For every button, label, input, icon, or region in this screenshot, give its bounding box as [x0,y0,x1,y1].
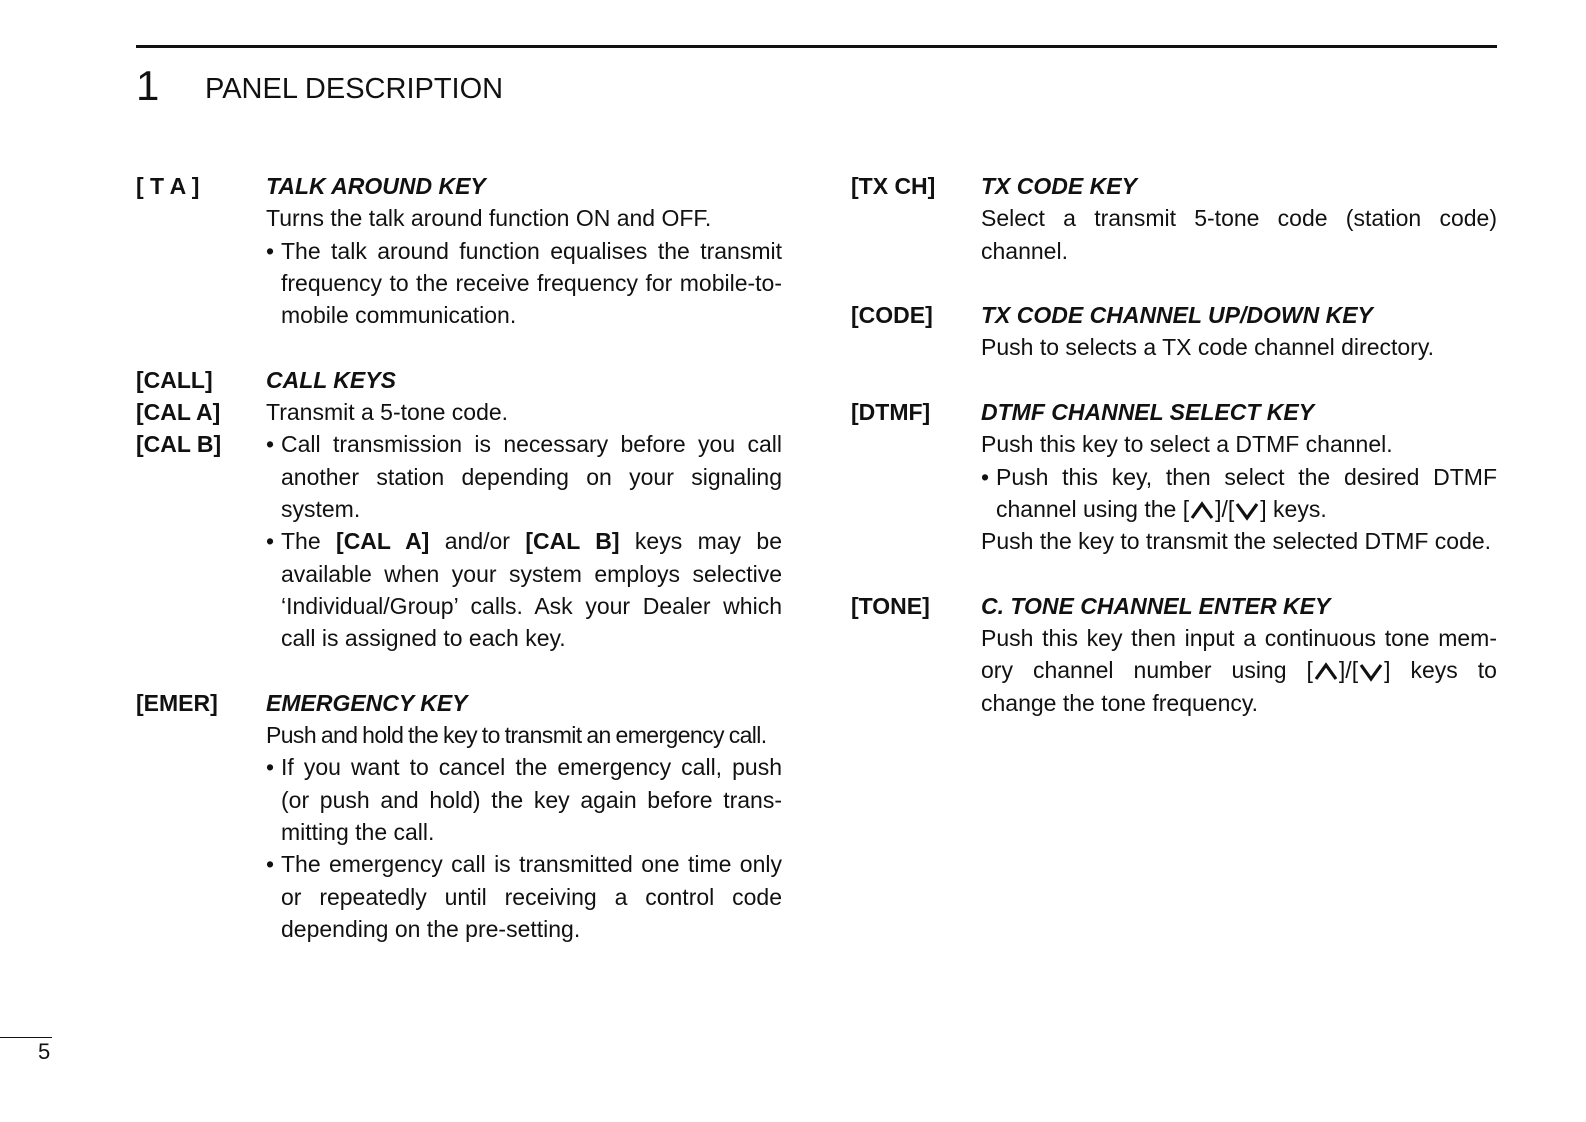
key-label-dtmf: [DTMF] [851,399,931,426]
bracket-separator: ]/[ [1338,657,1359,684]
chapter-number: 1 [136,62,160,109]
key-label-tone: [TONE] [851,592,930,619]
entry-tx-code-channel [851,299,1497,364]
entry-title: EMERGENCY KEY [266,689,468,716]
down-arrow-icon [1234,499,1260,521]
key-label-ta: [ T A ] [136,173,200,199]
bullet-mark: • [266,237,275,264]
bullet-text [996,461,1497,526]
up-arrow-icon [1189,499,1215,521]
key-labels [136,364,266,655]
bracket: ] [1384,657,1391,684]
left-column [136,170,782,977]
text-run: Push this key then input a continuous tone mem-ory channel number using [981,625,1497,684]
key-label-code: [CODE] [851,302,933,329]
bracket: [ [1306,657,1313,684]
entry-description: Turns the talk around function ON and OFF. [266,205,712,232]
entry-talk-around [136,170,782,331]
key-label-emer: [EMER] [136,689,218,716]
entry-title: TX CODE CHANNEL UP/DOWN KEY [981,302,1373,329]
key-label-call: [CALL] [136,366,213,393]
bullet-item [266,428,782,525]
key-ref-cal-a: [CAL A] [336,528,430,555]
entry-emergency [136,687,782,945]
key-label-cal-a: [CAL A] [136,399,221,426]
key-labels [136,170,266,331]
right-column [851,170,1497,751]
bullet-item [266,235,782,332]
text-run: Push this key, then select the desired DTMF channel using the [996,463,1497,522]
text-run: and/or [429,528,526,555]
bullet-item [266,525,782,654]
bullet-mark: • [266,431,275,458]
entry-content [266,687,782,945]
key-label-tx-ch: [TX CH] [851,173,936,199]
text-run: keys may be available when your system employs selective ‘Individual/Group’ calls. Ask your Dealer which call is assigned to each key. [281,528,783,652]
bracket: ] [1260,495,1267,522]
header-rule [136,45,1497,48]
entry-content [981,299,1497,364]
entry-title: DTMF CHANNEL SELECT KEY [981,399,1315,426]
bullet-mark: • [266,528,275,555]
up-arrow-icon [1313,660,1339,682]
entry-content [266,170,782,331]
bullet-mark: • [981,463,990,490]
bracket: [ [1182,495,1190,522]
entry-title: CALL KEYS [266,366,396,393]
entry-description: Push to selects a TX code channel directory. [981,334,1435,361]
entry-content [266,364,782,655]
text-run: The [281,528,337,555]
bullet-item [981,461,1497,526]
entry-call-keys [136,364,782,655]
entry-description: Transmit a 5-tone code. [266,399,509,426]
entry-description: Push this key to select a DTMF channel. [981,431,1393,458]
entry-title: C. TONE CHANNEL ENTER KEY [981,592,1331,619]
text-run: keys. [1266,495,1327,522]
entry-tone [851,590,1497,719]
chapter-title: PANEL DESCRIPTION [205,73,504,105]
entry-content [981,396,1497,557]
bullet-text: The emergency call is transmitted one time only or repeatedly until receiving a control code depending on the pre-setting. [281,851,782,942]
key-labels [851,170,981,267]
key-labels [851,299,981,364]
entry-content [981,170,1497,267]
entry-tx-code [851,170,1497,267]
bullet-item [266,751,782,848]
entry-description: Push and hold the key to transmit an emergency call. [266,722,767,749]
key-labels [136,687,266,945]
key-labels [851,396,981,557]
bullet-text: Call transmission is necessary before you call another station depending on your signaling system. [281,431,782,522]
entry-description-2: Push the key to transmit the selected DTMF code. [981,528,1492,555]
bullet-text: The talk around function equalises the transmit frequency to the receive frequency for mobile-to-mobile communication. [281,237,782,329]
page-number: 5 [38,1039,51,1064]
bullet-text [281,525,782,654]
bullet-mark: • [266,851,275,878]
key-labels [851,590,981,719]
text-run: keys to change the tone frequency. [981,657,1497,716]
bullet-text: If you want to cancel the emergency call, push (or push and hold) the key again before trans-mitting the call. [281,754,782,845]
bullet-mark: • [266,754,275,781]
entry-title: TX CODE KEY [981,173,1137,199]
entry-dtmf [851,396,1497,557]
entry-content [981,590,1497,719]
entry-title: TALK AROUND KEY [266,173,486,199]
entry-description [981,622,1497,719]
entry-description: Select a transmit 5-tone code (station code) channel. [981,205,1497,264]
bracket-separator: ]/[ [1215,495,1235,522]
down-arrow-icon [1358,660,1384,682]
key-ref-cal-b: [CAL B] [525,528,620,555]
key-label-cal-b: [CAL B] [136,431,222,458]
bullet-item [266,848,782,945]
